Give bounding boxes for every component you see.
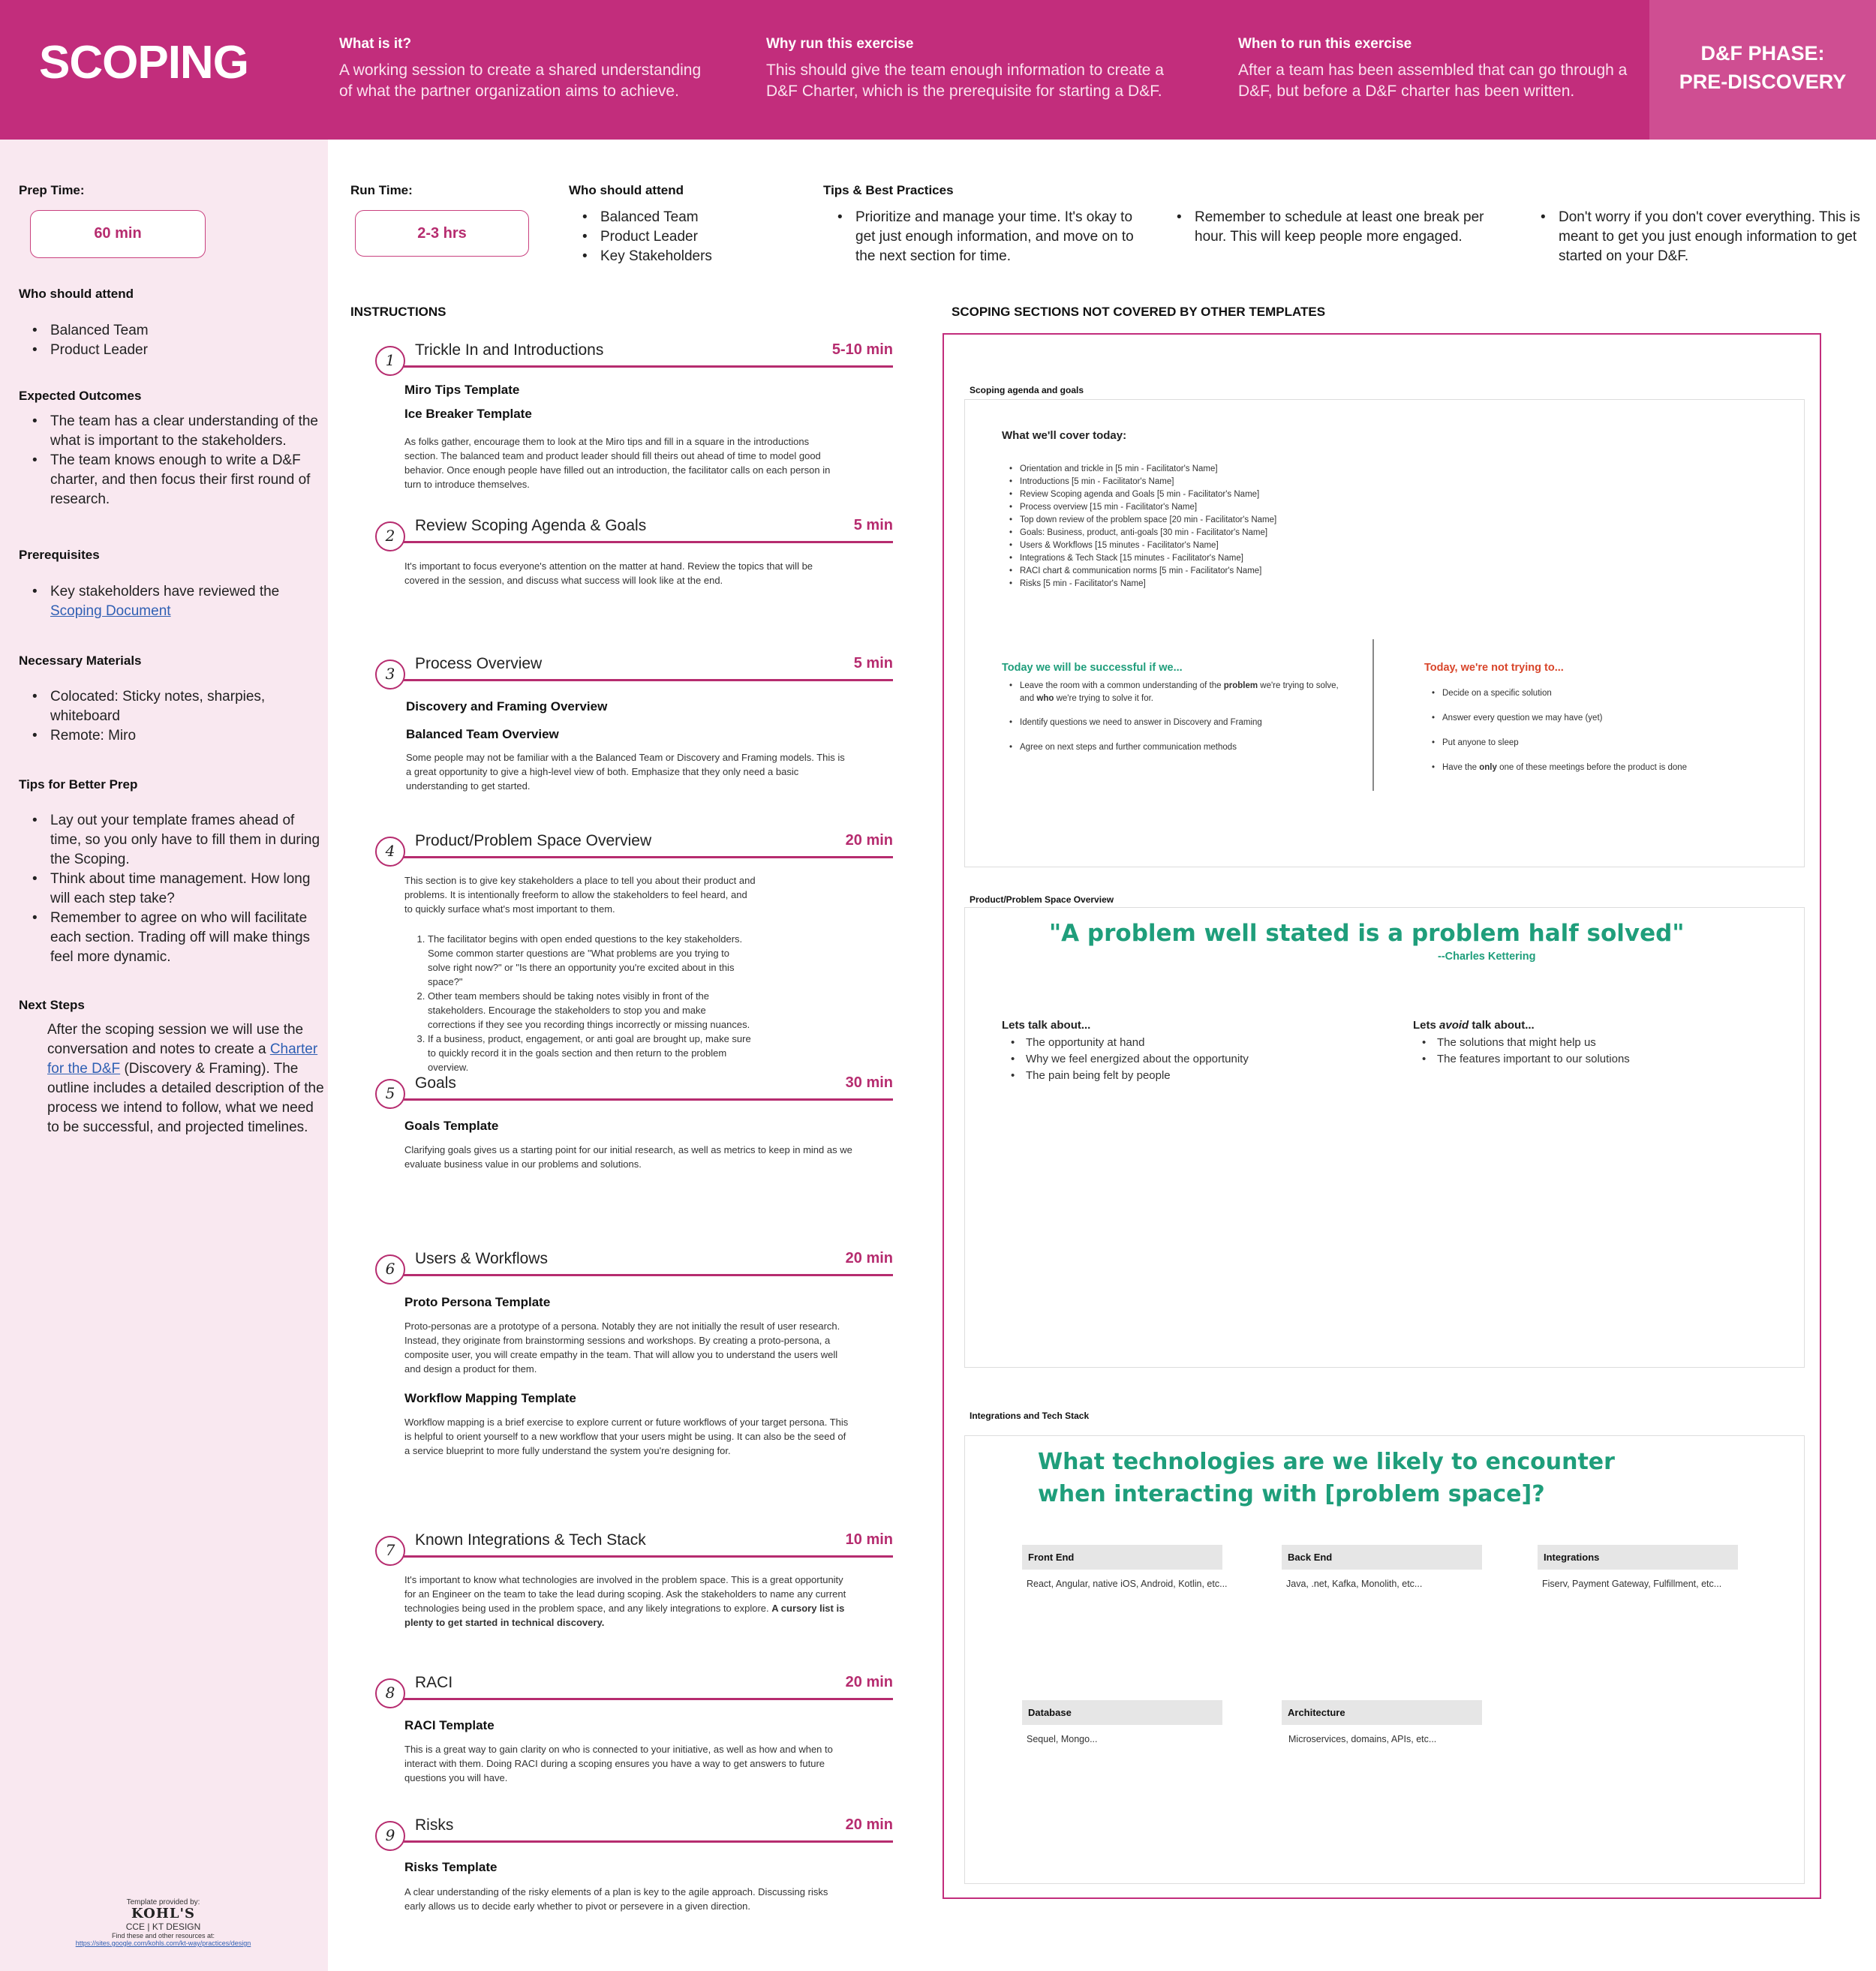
- step-7: [375, 1531, 893, 1565]
- proto-persona-template-link[interactable]: Proto Persona Template: [404, 1295, 551, 1309]
- list-item: • Think about time management. How long will each step take?: [19, 870, 326, 909]
- instructions-heading: INSTRUCTIONS: [350, 305, 446, 319]
- next-steps-text: [47, 1020, 325, 1137]
- not-trying-list: [1423, 687, 1783, 774]
- not-4c: one of these meetings before the product is done: [1499, 763, 1688, 772]
- list-item: • Balanced Team: [19, 321, 319, 341]
- talk-title: Lets talk about...: [1002, 1019, 1091, 1032]
- scoping-document-link[interactable]: Scoping Document: [50, 603, 171, 619]
- list-item: • Remote: Miro: [19, 726, 319, 746]
- balanced-team-overview-link[interactable]: Balanced Team Overview: [406, 727, 559, 741]
- list-item: [1000, 680, 1345, 705]
- phase-line2: PRE-DISCOVERY: [1679, 71, 1847, 93]
- step-2: [375, 517, 893, 551]
- list-item: • Answer every question we may have (yet): [1423, 712, 1783, 725]
- list-item: [19, 582, 326, 621]
- tip-1: [824, 208, 1154, 266]
- step-time: 20 min: [845, 832, 893, 849]
- step-divider: [404, 1098, 893, 1101]
- step-title: Trickle In and Introductions: [415, 341, 604, 359]
- step-time: 20 min: [845, 1250, 893, 1266]
- avoid-title: [1413, 1019, 1535, 1032]
- materials-list: [19, 687, 319, 746]
- tips-prep-list: [19, 811, 326, 967]
- kohls-logo: KOHL'S: [131, 1906, 195, 1921]
- prep-time-value: 60 min: [30, 210, 206, 258]
- not-4a: Have the: [1442, 763, 1478, 772]
- tip-3: [1527, 208, 1868, 266]
- list-item: • Remember to agree on who will facilitate each section. Trading off will make things feel more dynamic.: [19, 909, 326, 967]
- step-divider: [404, 541, 893, 543]
- cover-title: What we'll cover today:: [1002, 429, 1127, 442]
- step-divider: [404, 365, 893, 368]
- step-description: Clarifying goals gives us a starting point for our initial research, as well as metrics to keep in mind as we evaluate business value in our problems and solutions.: [404, 1144, 852, 1170]
- list-item: • Put anyone to sleep: [1423, 737, 1783, 750]
- step-time: 10 min: [845, 1531, 893, 1548]
- next-steps-label: Next Steps: [19, 998, 85, 1012]
- success-1a: Leave the room with a common understanding of the: [1020, 681, 1222, 690]
- outcomes-list: [19, 412, 326, 509]
- integrations-label: Integrations: [1538, 1545, 1738, 1570]
- avoid-post: talk about...: [1469, 1019, 1535, 1032]
- list-item: [1423, 762, 1783, 774]
- step-description: [404, 1573, 851, 1630]
- list-item: • Risks [5 min - Facilitator's Name]: [1000, 578, 1451, 590]
- step-time: 20 min: [845, 1816, 893, 1833]
- step-title: Goals: [415, 1074, 456, 1092]
- list-item: • Users & Workflows [15 minutes - Facilitator's Name]: [1000, 539, 1451, 552]
- footer-url[interactable]: https://sites.google.com/kohls.com/kt-way/practices/design: [75, 1939, 251, 1947]
- front-end-label: Front End: [1022, 1545, 1222, 1570]
- step-time: 5-10 min: [831, 341, 893, 358]
- database-value: Sequel, Mongo...: [1027, 1734, 1098, 1744]
- list-item: • Why we feel energized about the opportunity: [1002, 1051, 1362, 1068]
- list-item: • Agree on next steps and further communication methods: [1000, 741, 1345, 754]
- step-number: 7: [375, 1536, 405, 1566]
- when-text: After a team has been assembled that can go through a D&F, but before a D&F charter has been written.: [1238, 62, 1628, 100]
- list-item: • Orientation and trickle in [5 min - Facilitator's Name]: [1000, 463, 1451, 476]
- not-4b: only: [1479, 763, 1497, 772]
- step-divider: [404, 1698, 893, 1700]
- architecture-value: Microservices, domains, APIs, etc...: [1288, 1734, 1437, 1744]
- sidebar-attend-label: Who should attend: [19, 287, 134, 301]
- prereq-text: Key stakeholders have reviewed the: [50, 584, 280, 599]
- step-5: [375, 1074, 893, 1108]
- goals-template-link[interactable]: Goals Template: [404, 1119, 499, 1133]
- step-description: This section is to give key stakeholders a place to tell you about their product and problems. It is intentionally freeform to allow the stakeholders to feel heard, and to quickly surface what's most important to them.: [404, 875, 756, 915]
- not-trying-title: Today, we're not trying to...: [1424, 662, 1564, 674]
- list-item: • Don't worry if you don't cover everything. This is meant to get you just enough information to get started on your D&F.: [1527, 208, 1868, 266]
- front-end-value: React, Angular, native iOS, Android, Kotlin, etc...: [1027, 1579, 1228, 1589]
- step-title: Review Scoping Agenda & Goals: [415, 517, 647, 534]
- sidebar-attend-list: [19, 321, 319, 360]
- problem-frame: [964, 907, 1805, 1368]
- agenda-frame-label: Scoping agenda and goals: [970, 385, 1084, 395]
- list-item: • The team has a clear understanding of the what is important to the stakeholders.: [19, 412, 326, 451]
- back-end-label: Back End: [1282, 1545, 1482, 1570]
- agenda-divider: [1372, 639, 1374, 791]
- step-4: [375, 832, 893, 866]
- list-item: • Product Leader: [19, 341, 319, 360]
- list-item: • The team knows enough to write a D&F charter, and then focus their first round of research.: [19, 451, 326, 509]
- step-3: [375, 655, 893, 689]
- list-item: 3. If a business, product, engagement, or anti goal are brought up, make sure to quickly record it in the goals section and then return to the problem overview.: [428, 1032, 752, 1074]
- footer-provided: Template provided by:: [126, 1898, 200, 1906]
- step-title: Risks: [415, 1816, 454, 1834]
- tips-practices-label: Tips & Best Practices: [823, 183, 954, 197]
- when-label: When to run this exercise: [1238, 36, 1412, 52]
- step-6: [375, 1250, 893, 1284]
- agenda-list: [1000, 463, 1451, 590]
- step-description: It's important to focus everyone's attention on the matter at hand. Review the topics that will be covered in the session, and discuss what success will look like at the end.: [404, 560, 813, 586]
- miro-tips-template-link[interactable]: Miro Tips Template: [404, 383, 520, 397]
- avoid-em: avoid: [1439, 1019, 1469, 1032]
- step-number: 3: [375, 660, 405, 690]
- footer-team: CCE | KT DESIGN: [125, 1921, 201, 1932]
- success-1d: who: [1036, 694, 1054, 703]
- step-time: 5 min: [853, 517, 893, 533]
- step-divider: [404, 679, 893, 681]
- list-item: • Introductions [5 min - Facilitator's Name]: [1000, 476, 1451, 488]
- why-text: This should give the team enough information to create a D&F Charter, which is the prerequisite for starting a D&F.: [766, 62, 1164, 100]
- list-item: • Prioritize and manage your time. It's okay to get just enough information, and move on to the next section for time.: [824, 208, 1154, 266]
- list-item: • Goals: Business, product, anti-goals [30 min - Facilitator's Name]: [1000, 527, 1451, 539]
- list-item: • The solutions that might help us: [1413, 1035, 1631, 1051]
- step-description: A clear understanding of the risky elements of a plan is key to the agile approach. Discussing risks early allows us to decide early whether to pivot or persevere in a given direction.: [404, 1886, 828, 1912]
- list-item: • The pain being felt by people: [1002, 1068, 1362, 1084]
- next-pre: After the scoping session we will use the conversation and notes to create a: [47, 1022, 304, 1057]
- footer-find: Find these and other resources at:: [111, 1932, 215, 1939]
- tip-2: [1163, 208, 1516, 247]
- list-item: • Product Leader: [569, 227, 794, 247]
- step-time: 5 min: [853, 655, 893, 672]
- step-desc-text: It's important to know what technologies are involved in the problem space. This is a great opportunity for an Engineer on the team to take the lead during scoping. Ask the stakeholders to name any current technologies being used in the problem space, and any likely integrations to explore.: [404, 1574, 846, 1614]
- run-time-value: 2-3 hrs: [355, 210, 529, 257]
- run-time-label: Run Time:: [350, 183, 413, 197]
- what-label: What is it?: [339, 36, 412, 52]
- step-title: Process Overview: [415, 655, 543, 672]
- prereq-list: [19, 582, 326, 621]
- panel-heading: SCOPING SECTIONS NOT COVERED BY OTHER TEMPLATES: [952, 305, 1326, 319]
- step-description: Some people may not be familiar with a the Balanced Team or Discovery and Framing models. This is a great opportunity to give a high-level view of both. Emphasize that they only need a basic understanding to get started.: [406, 752, 845, 792]
- step-number: 5: [375, 1079, 405, 1109]
- list-item: • The features important to our solutions: [1413, 1051, 1631, 1068]
- list-item: • Balanced Team: [569, 208, 794, 227]
- integrations-value: Fiserv, Payment Gateway, Fulfillment, etc...: [1542, 1579, 1722, 1589]
- charter-link[interactable]: Charter for the D&F: [47, 1041, 318, 1077]
- template-footer: [30, 1898, 296, 1947]
- step-divider: [404, 856, 893, 858]
- step-title: Known Integrations & Tech Stack: [415, 1531, 646, 1549]
- avoid-pre: Lets: [1413, 1019, 1440, 1032]
- success-1c: we're trying to solve, and: [1020, 681, 1339, 703]
- prereq-label: Prerequisites: [19, 548, 100, 562]
- workflow-mapping-template-link[interactable]: Workflow Mapping Template: [404, 1391, 576, 1405]
- tech-question: What technologies are we likely to encounter when interacting with [problem space]?: [1038, 1449, 1615, 1507]
- when-section: [1238, 36, 1636, 102]
- risks-template-link[interactable]: Risks Template: [404, 1860, 498, 1874]
- list-item: • Key Stakeholders: [569, 247, 794, 266]
- architecture-label: Architecture: [1282, 1700, 1482, 1725]
- list-item: • Lay out your template frames ahead of time, so you only have to fill them in during the Scoping.: [19, 811, 326, 870]
- list-item: • RACI chart & communication norms [5 min - Facilitator's Name]: [1000, 565, 1451, 578]
- list-item: 1. The facilitator begins with open ended questions to the key stakeholders. Some common starter questions are "What problems are you trying to solve right now?" or "Is there an opportunity you're excited about in this space?": [428, 932, 752, 989]
- list-item: • Colocated: Sticky notes, sharpies, whiteboard: [19, 687, 319, 726]
- what-text: A working session to create a shared understanding of what the partner organization aims to achieve.: [339, 62, 702, 100]
- success-1e: we're trying to solve it for.: [1056, 694, 1153, 703]
- materials-label: Necessary Materials: [19, 653, 142, 668]
- avoid-list: [1413, 1035, 1631, 1068]
- success-list: [1000, 680, 1345, 754]
- step-8: [375, 1674, 893, 1708]
- step-title: Product/Problem Space Overview: [415, 832, 652, 849]
- df-overview-link[interactable]: Discovery and Framing Overview: [406, 699, 608, 714]
- step-9: [375, 1816, 893, 1850]
- list-item: • Review Scoping agenda and Goals [5 min - Facilitator's Name]: [1000, 488, 1451, 501]
- list-item: • Remember to schedule at least one break per hour. This will keep people more engaged.: [1163, 208, 1516, 247]
- problem-frame-label: Product/Problem Space Overview: [970, 894, 1114, 905]
- list-item: • The opportunity at hand: [1002, 1035, 1362, 1051]
- step-1: [375, 341, 893, 375]
- tips-prep-label: Tips for Better Prep: [19, 777, 138, 792]
- what-is-it-section: [339, 36, 718, 102]
- database-label: Database: [1022, 1700, 1222, 1725]
- quote: "A problem well stated is a problem half solved": [1049, 920, 1685, 947]
- phase-line1: D&F PHASE:: [1700, 42, 1825, 65]
- step-description-2: Workflow mapping is a brief exercise to explore current or future workflows of your target persona. This is helpful to orient yourself to a new workflow that your users might be using. It can also be the seed of a service blueprint to more fully understand the system you're designing for.: [404, 1417, 849, 1456]
- step-title: Users & Workflows: [415, 1250, 548, 1267]
- step-number: 1: [375, 346, 405, 376]
- list-item: • Identify questions we need to answer in Discovery and Framing: [1000, 717, 1345, 729]
- step-desc-bold: A cursory list is plenty to get started in technical discovery.: [404, 1603, 845, 1628]
- step-number: 4: [375, 837, 405, 867]
- step-number: 6: [375, 1254, 405, 1284]
- step-number: 2: [375, 521, 405, 551]
- quote-author: --Charles Kettering: [1438, 951, 1536, 963]
- back-end-value: Java, .net, Kafka, Monolith, etc...: [1286, 1579, 1423, 1589]
- raci-template-link[interactable]: RACI Template: [404, 1718, 495, 1732]
- outcomes-label: Expected Outcomes: [19, 389, 142, 403]
- next-post: (Discovery & Framing). The outline includes a detailed description of the process we intend to follow, what we need to be successful, and projected timelines.: [47, 1061, 324, 1135]
- step-time: 30 min: [845, 1074, 893, 1091]
- step-4-list: [414, 932, 752, 1074]
- why-label: Why run this exercise: [766, 36, 914, 52]
- list-item: • Process overview [15 min - Facilitator's Name]: [1000, 501, 1451, 514]
- top-attend-list: [569, 208, 794, 266]
- list-item: • Top down review of the problem space [20 min - Facilitator's Name]: [1000, 514, 1451, 527]
- step-number: 9: [375, 1821, 405, 1851]
- talk-list: [1002, 1035, 1362, 1084]
- phase-badge: [1649, 0, 1876, 140]
- list-item: • Decide on a specific solution: [1423, 687, 1783, 700]
- step-divider: [404, 1840, 893, 1843]
- prep-time-label: Prep Time:: [19, 183, 85, 197]
- page-title: SCOPING: [39, 37, 248, 89]
- success-1b: problem: [1223, 681, 1258, 690]
- why-section: [766, 36, 1183, 102]
- step-number: 8: [375, 1678, 405, 1708]
- list-item: 2. Other team members should be taking notes visibly in front of the stakeholders. Encourage the stakeholders to stop you and make corrections if they see you recording things incorrectly or missing nuances.: [428, 989, 752, 1032]
- top-attend-label: Who should attend: [569, 183, 684, 197]
- step-divider: [404, 1274, 893, 1276]
- ice-breaker-template-link[interactable]: Ice Breaker Template: [404, 407, 532, 421]
- tech-frame-label: Integrations and Tech Stack: [970, 1411, 1090, 1421]
- step-time: 20 min: [845, 1674, 893, 1690]
- step-description: This is a great way to gain clarity on who is connected to your initiative, as well as how and when to interact with them. Doing RACI during a scoping ensures you have a way to get answers to future questions you will have.: [404, 1744, 833, 1783]
- step-title: RACI: [415, 1674, 453, 1691]
- step-description: Proto-personas are a prototype of a persona. Notably they are not initially the result of user research. Instead, they originate from brainstorming sessions and workshops. By creating a proto-persona, a composite user, you will create empathy in the team. That will allow you to understand the users well and design a product for them.: [404, 1321, 840, 1375]
- step-description: As folks gather, encourage them to look at the Miro tips and fill in a square in the introductions section. The balanced team and product leader should fill theirs out ahead of time to model good behavior. Once enough people have filled out an introduction, the facilitator calls on each person in turn to introduce themselves.: [404, 436, 831, 490]
- list-item: • Integrations & Tech Stack [15 minutes - Facilitator's Name]: [1000, 552, 1451, 565]
- success-title: Today we will be successful if we...: [1002, 662, 1183, 674]
- step-divider: [404, 1555, 893, 1558]
